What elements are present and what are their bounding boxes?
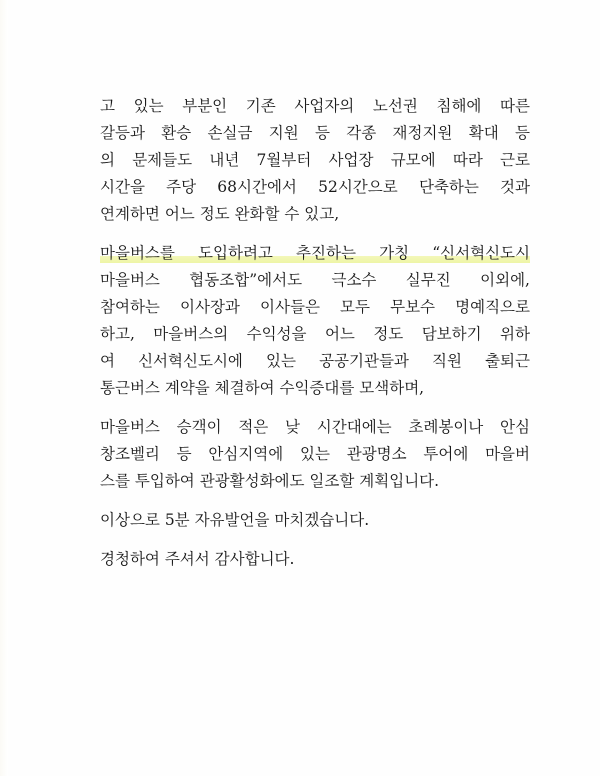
text-line: 경청하여 주셔서 감사합니다. — [100, 550, 295, 568]
text-line: 여 신서혁신도시에 있는 공공기관들과 직원 출퇴근 — [100, 352, 530, 370]
text-line: 연계하면 어느 정도 완화할 수 있고, — [100, 205, 340, 223]
highlighted-text-line: 마을버스를 도입하려고 추진하는 가칭 “신서혁신도시 — [100, 240, 530, 267]
text-line: 하고, 마을버스의 수익성을 어느 정도 담보하기 위하 — [100, 325, 530, 343]
paragraph-5 — [100, 546, 530, 573]
paragraph-1 — [100, 93, 530, 228]
scan-edge-shadow — [0, 0, 8, 776]
text-line: 시간을 주당 68시간에서 52시간으로 단축하는 것과 — [100, 178, 530, 196]
paragraph-2 — [100, 240, 530, 402]
paragraph-4 — [100, 507, 530, 534]
text-line: 고 있는 부분인 기존 사업자의 노선권 침해에 따른 — [100, 97, 530, 115]
text-line: 이상으로 5분 자유발언을 마치겠습니다. — [100, 511, 370, 529]
text-line: 마을버스 승객이 적은 낮 시간대에는 초례봉이나 안심 — [100, 418, 530, 436]
text-line: 마을버스 협동조합”에서도 극소수 실무진 이외에, — [100, 271, 530, 289]
text-line: 창조벨리 등 안심지역에 있는 관광명소 투어에 마을버 — [100, 445, 530, 463]
document-body — [100, 93, 530, 585]
text-line: 갈등과 환승 손실금 지원 등 각종 재정지원 확대 등 — [100, 124, 530, 142]
text-line: 스를 투입하여 관광활성화에도 일조할 계획입니다. — [100, 472, 440, 490]
paragraph-3 — [100, 414, 530, 495]
text-line: 통근버스 계약을 체결하여 수익증대를 모색하며, — [100, 379, 425, 397]
text-line: 의 문제들도 내년 7월부터 사업장 규모에 따라 근로 — [100, 151, 530, 169]
text-line: 참여하는 이사장과 이사들은 모두 무보수 명예직으로 — [100, 298, 530, 316]
